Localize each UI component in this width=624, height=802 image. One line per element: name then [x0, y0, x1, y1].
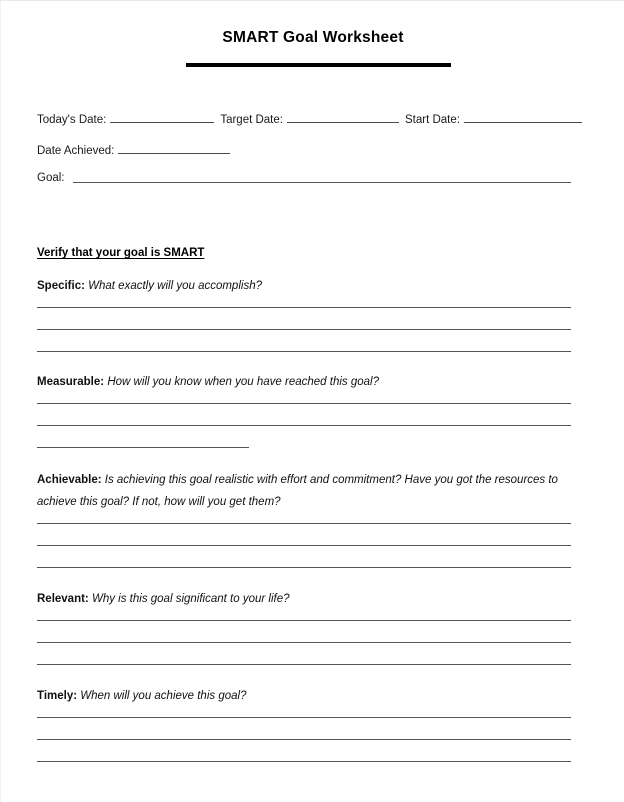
- section-question: Is achieving this goal realistic with effort and commitment? Have you got the resources to achieve this goal? If not, how will you get them?: [37, 474, 558, 508]
- section-achievable: [37, 469, 571, 568]
- answer-line[interactable]: [37, 403, 571, 404]
- target-date-label: Target Date:: [220, 114, 283, 126]
- answer-line[interactable]: [37, 329, 571, 330]
- section-timely: [37, 685, 571, 762]
- section-key: Achievable:: [37, 474, 102, 486]
- date-achieved-row: [37, 142, 236, 158]
- section-prompt: [37, 371, 571, 393]
- date-fields-row: [37, 111, 588, 127]
- answer-lines: [37, 403, 571, 448]
- section-question: When will you achieve this goal?: [80, 690, 247, 702]
- section-specific: [37, 275, 571, 352]
- answer-line[interactable]: [37, 739, 571, 740]
- target-date-input[interactable]: [287, 111, 399, 123]
- section-key: Relevant:: [37, 593, 89, 605]
- answer-line[interactable]: [37, 642, 571, 643]
- start-date-label: Start Date:: [404, 114, 460, 126]
- section-prompt: [37, 275, 571, 297]
- goal-row: [37, 171, 65, 185]
- goal-input[interactable]: [73, 182, 571, 183]
- answer-line[interactable]: [37, 307, 571, 308]
- answer-lines: [37, 523, 571, 568]
- section-prompt: [37, 588, 571, 610]
- section-prompt: [37, 469, 571, 513]
- answer-line[interactable]: [37, 664, 571, 665]
- answer-line[interactable]: [37, 567, 571, 568]
- answer-line[interactable]: [37, 717, 571, 718]
- section-question: Why is this goal significant to your life?: [91, 593, 290, 605]
- answer-line[interactable]: [37, 425, 571, 426]
- section-question: How will you know when you have reached this goal?: [107, 376, 379, 388]
- title-underline-bar: [186, 63, 451, 67]
- answer-line[interactable]: [37, 523, 571, 524]
- answer-lines: [37, 620, 571, 665]
- todays-date-input[interactable]: [110, 111, 214, 123]
- section-measurable: [37, 371, 571, 448]
- answer-lines: [37, 717, 571, 762]
- answer-line[interactable]: [37, 761, 571, 762]
- section-relevant: [37, 588, 571, 665]
- todays-date-label: Today's Date:: [37, 114, 107, 126]
- answer-line[interactable]: [37, 351, 571, 352]
- start-date-input[interactable]: [464, 111, 582, 123]
- verify-smart-heading: Verify that your goal is SMART: [37, 247, 205, 259]
- answer-line[interactable]: [37, 447, 249, 448]
- section-prompt: [37, 685, 571, 707]
- section-key: Timely:: [37, 690, 78, 702]
- section-key: Specific:: [37, 280, 85, 292]
- page-title: SMART Goal Worksheet: [222, 29, 404, 46]
- goal-label: Goal:: [37, 172, 65, 184]
- date-achieved-input[interactable]: [118, 142, 230, 154]
- date-achieved-label: Date Achieved:: [37, 145, 115, 157]
- title-block: [1, 29, 624, 48]
- answer-lines: [37, 307, 571, 352]
- section-question: What exactly will you accomplish?: [88, 280, 262, 292]
- answer-line[interactable]: [37, 620, 571, 621]
- answer-line[interactable]: [37, 545, 571, 546]
- section-key: Measurable:: [37, 376, 105, 388]
